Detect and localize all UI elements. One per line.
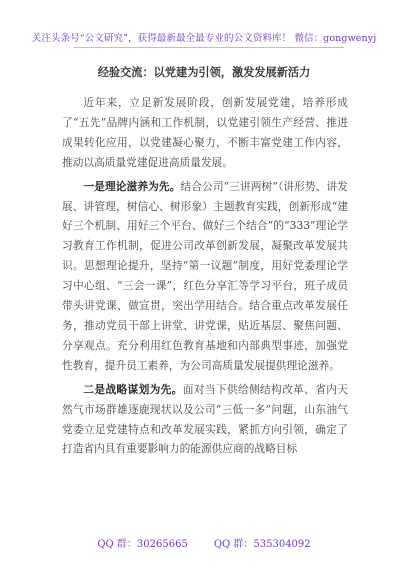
document-title: 经验交流：以党建为引领，激发发展新活力 — [97, 65, 311, 79]
section-lead-1: 一是理论滋养为先。 — [83, 179, 181, 193]
document-body — [62, 93, 348, 463]
promo-header: 关注头条号“公文研究”，获得最新最全最专业的公文资料库！ 微信：gongwenyj — [31, 33, 377, 44]
header-divider — [74, 47, 344, 48]
qq-footer — [0, 535, 408, 550]
section-body-2: 面对当下供给侧结构改革、省内天然气市场群雄逐鹿现状以及公司“三低一多”问题，山东油气党委立足党建特点和改革发展实践，紧抓方向引领，确定了打造省内具有重要影响力的能源供应商的战略目标 — [62, 382, 348, 456]
section-body-1: 结合公司“三讲两树”（讲形势、讲发展、讲管理，树信心、树形象）主题教育实践，创新形成“建好三个机制、用好三个平台、做好三个结合”的“333”理论学习教育工作机制，促进公司改革创新发展，凝聚改革发展共识。思想理论提升，坚持“第一议题”制度，用好党委理论学习中心组、“三会一课”，红色分享汇等学习平台，班子成员带头讲党课、做宣贯，突出学用结合。结合重点改革发展任务，推动党员干部上讲堂、讲党课，贴近基层、聚焦问题、分享观点。充分利用红色教育基地和内部典型事迹，加强党性教育，提升员工素养，为公司高质量发展提供理论滋养。 — [62, 179, 348, 372]
qq-group-left: QQ 群：30265665 — [97, 539, 188, 550]
qq-group-right: QQ 群：535304092 — [213, 539, 311, 550]
section-paragraph-2 — [62, 380, 348, 460]
section-paragraph-1 — [62, 177, 348, 376]
section-lead-2: 二是战略谋划为先。 — [83, 382, 183, 396]
intro-paragraph: 近年来，立足新发展阶段，创新发展党建，培养形成了“五先”品牌内涵和工作机制，以党建引领生产经营、推进成果转化应用，以党建凝心聚力，不断丰富党建工作内容，推动以高质量党建促进高质量发展。 — [62, 96, 348, 169]
